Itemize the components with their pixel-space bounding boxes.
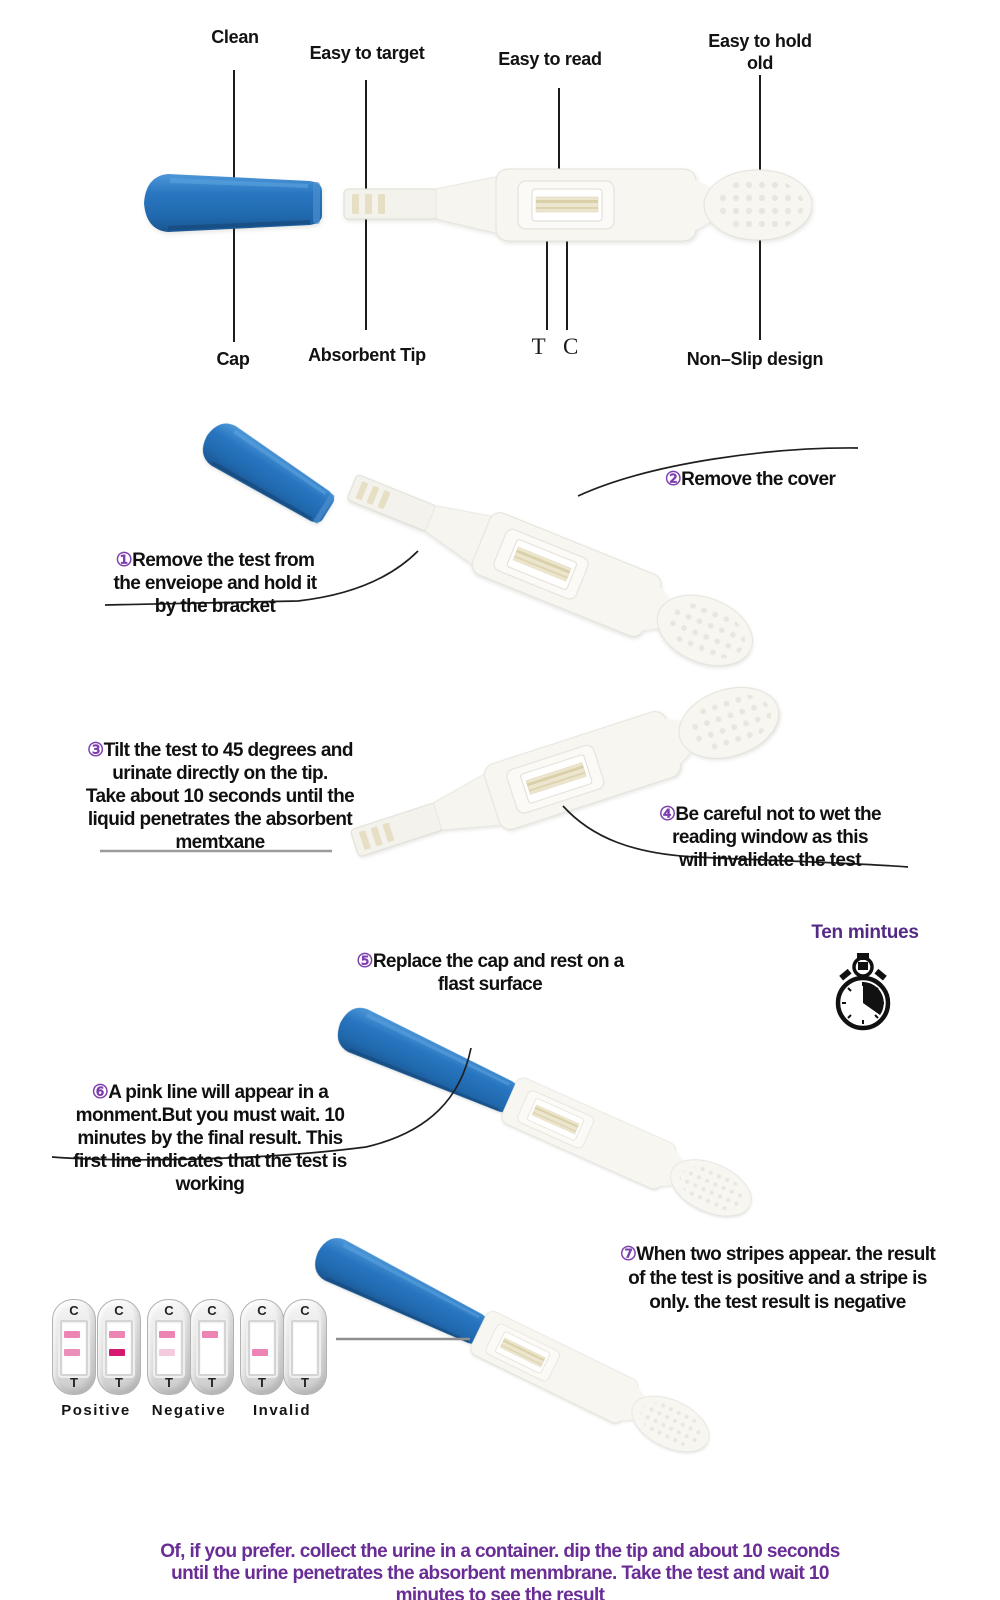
step-3-text: [55, 739, 385, 854]
c-marker: C: [164, 1303, 174, 1318]
label-easy-to-hold-line2: old: [746, 53, 774, 73]
step-line: Tilt the test to 45 degrees and: [103, 740, 353, 761]
step-6-text: [45, 1081, 375, 1196]
result-strip-window: [198, 1320, 226, 1376]
test-line: [159, 1349, 175, 1356]
step-6-number: ⑥: [91, 1082, 109, 1103]
label-non-slip-design: Non–Slip design: [686, 349, 824, 369]
step-4-number: ④: [658, 804, 676, 825]
c-marker: C: [207, 1303, 217, 1318]
step-line: the enveiope and hold it: [113, 573, 317, 594]
label-easy-to-hold: [665, 30, 855, 74]
result-strip-window: [105, 1320, 133, 1376]
t-marker: T: [208, 1375, 216, 1390]
step-line: working: [175, 1174, 245, 1195]
step-line: liquid penetrates the absorbent: [87, 809, 353, 830]
control-line: [64, 1331, 80, 1338]
test-line: [109, 1349, 125, 1356]
pregnancy-test-device-capped: [320, 988, 764, 1236]
c-marker: C: [69, 1303, 79, 1318]
control-line: [159, 1331, 175, 1338]
result-label-negative: Negative: [151, 1402, 227, 1419]
step-line: When two stripes appear. the result: [636, 1244, 936, 1265]
label-absorbent-tip: Absorbent Tip: [308, 345, 426, 365]
step-line: Be careful not to wet the: [675, 804, 882, 825]
step-line: Take about 10 seconds until the: [85, 786, 355, 807]
result-strip-window: [291, 1320, 319, 1376]
t-marker: T: [165, 1375, 173, 1390]
step-line: Remove the test from: [132, 550, 315, 571]
step-line: Replace the cap and rest on a: [372, 951, 624, 972]
result-strip-window: [248, 1320, 276, 1376]
label-easy-to-hold-line1: Easy to hold: [708, 31, 812, 51]
result-strip-window: [60, 1320, 88, 1376]
result-strip-window: [155, 1320, 183, 1376]
stopwatch-icon: [834, 952, 892, 1032]
step-line: A pink line will appear in a: [108, 1082, 329, 1103]
control-line: [109, 1331, 125, 1338]
c-marker: C: [257, 1303, 267, 1318]
step-1-text: [85, 549, 345, 618]
step-line: flast surface: [437, 974, 543, 995]
step-5-number: ⑤: [356, 951, 373, 972]
step-2-text: [630, 468, 870, 491]
step-line: by the bracket: [154, 596, 276, 617]
step-7-number: ⑦: [619, 1244, 637, 1265]
label-easy-to-target: Easy to target: [309, 43, 425, 63]
step-1-number: ①: [115, 550, 133, 571]
result-label-positive: Positive: [61, 1402, 131, 1419]
result-window-negative-1: [147, 1299, 191, 1395]
step-3-number: ③: [87, 740, 104, 761]
callout-line: [233, 226, 235, 342]
result-window-positive-1: [52, 1299, 96, 1395]
test-line: [64, 1349, 80, 1356]
test-cap-removed: [188, 409, 347, 537]
label-cap: Cap: [216, 349, 250, 369]
t-marker: T: [70, 1375, 78, 1390]
step-line: urinate directly on the tip.: [112, 763, 328, 784]
result-window-invalid-1: [240, 1299, 284, 1395]
result-label-invalid: Invalid: [252, 1402, 311, 1419]
step-line: will invalidate the test: [679, 850, 861, 871]
step-line: reading window as this: [672, 827, 868, 848]
step-line: minutes by the final result. This: [77, 1128, 343, 1149]
test-cap: [138, 168, 328, 238]
step-line: first line indicates that the test is: [73, 1151, 347, 1172]
footer-line: Of, if you prefer. collect the urine in a container. dip the tip and about 10 seconds: [160, 1541, 840, 1562]
result-window-negative-2: [190, 1299, 234, 1395]
c-marker: C: [300, 1303, 310, 1318]
c-marker: C: [114, 1303, 124, 1318]
label-clean: Clean: [211, 27, 259, 47]
control-line: [202, 1331, 218, 1338]
footer-alternative-instructions: [60, 1541, 940, 1600]
step-2-number: ②: [664, 469, 682, 490]
timer-label: Ten mintues: [811, 922, 919, 943]
t-marker: T: [115, 1375, 123, 1390]
step-4-text: [620, 803, 920, 872]
footer-line: minutes to see the result: [395, 1585, 605, 1600]
result-window-invalid-2: [283, 1299, 327, 1395]
t-marker: T: [258, 1375, 266, 1390]
step-line: Remove the cover: [681, 469, 836, 490]
step-7-text: [585, 1243, 970, 1315]
step-line: monment.But you must wait. 10: [75, 1105, 345, 1126]
step-line: only. the test result is negative: [649, 1292, 906, 1313]
step-line: of the test is positive and a stripe is: [628, 1268, 927, 1289]
result-window-positive-2: [97, 1299, 141, 1395]
step-line: memtxane: [175, 832, 265, 853]
t-marker: T: [301, 1375, 309, 1390]
label-easy-to-read: Easy to read: [498, 49, 602, 69]
step-5-text: [320, 950, 660, 996]
pregnancy-test-device: [342, 155, 812, 255]
label-t-c-markers: T C: [531, 334, 585, 359]
test-line: [252, 1349, 268, 1356]
footer-line: until the urine penetrates the absorbent menmbrane. Take the test and wait 10: [171, 1563, 829, 1584]
